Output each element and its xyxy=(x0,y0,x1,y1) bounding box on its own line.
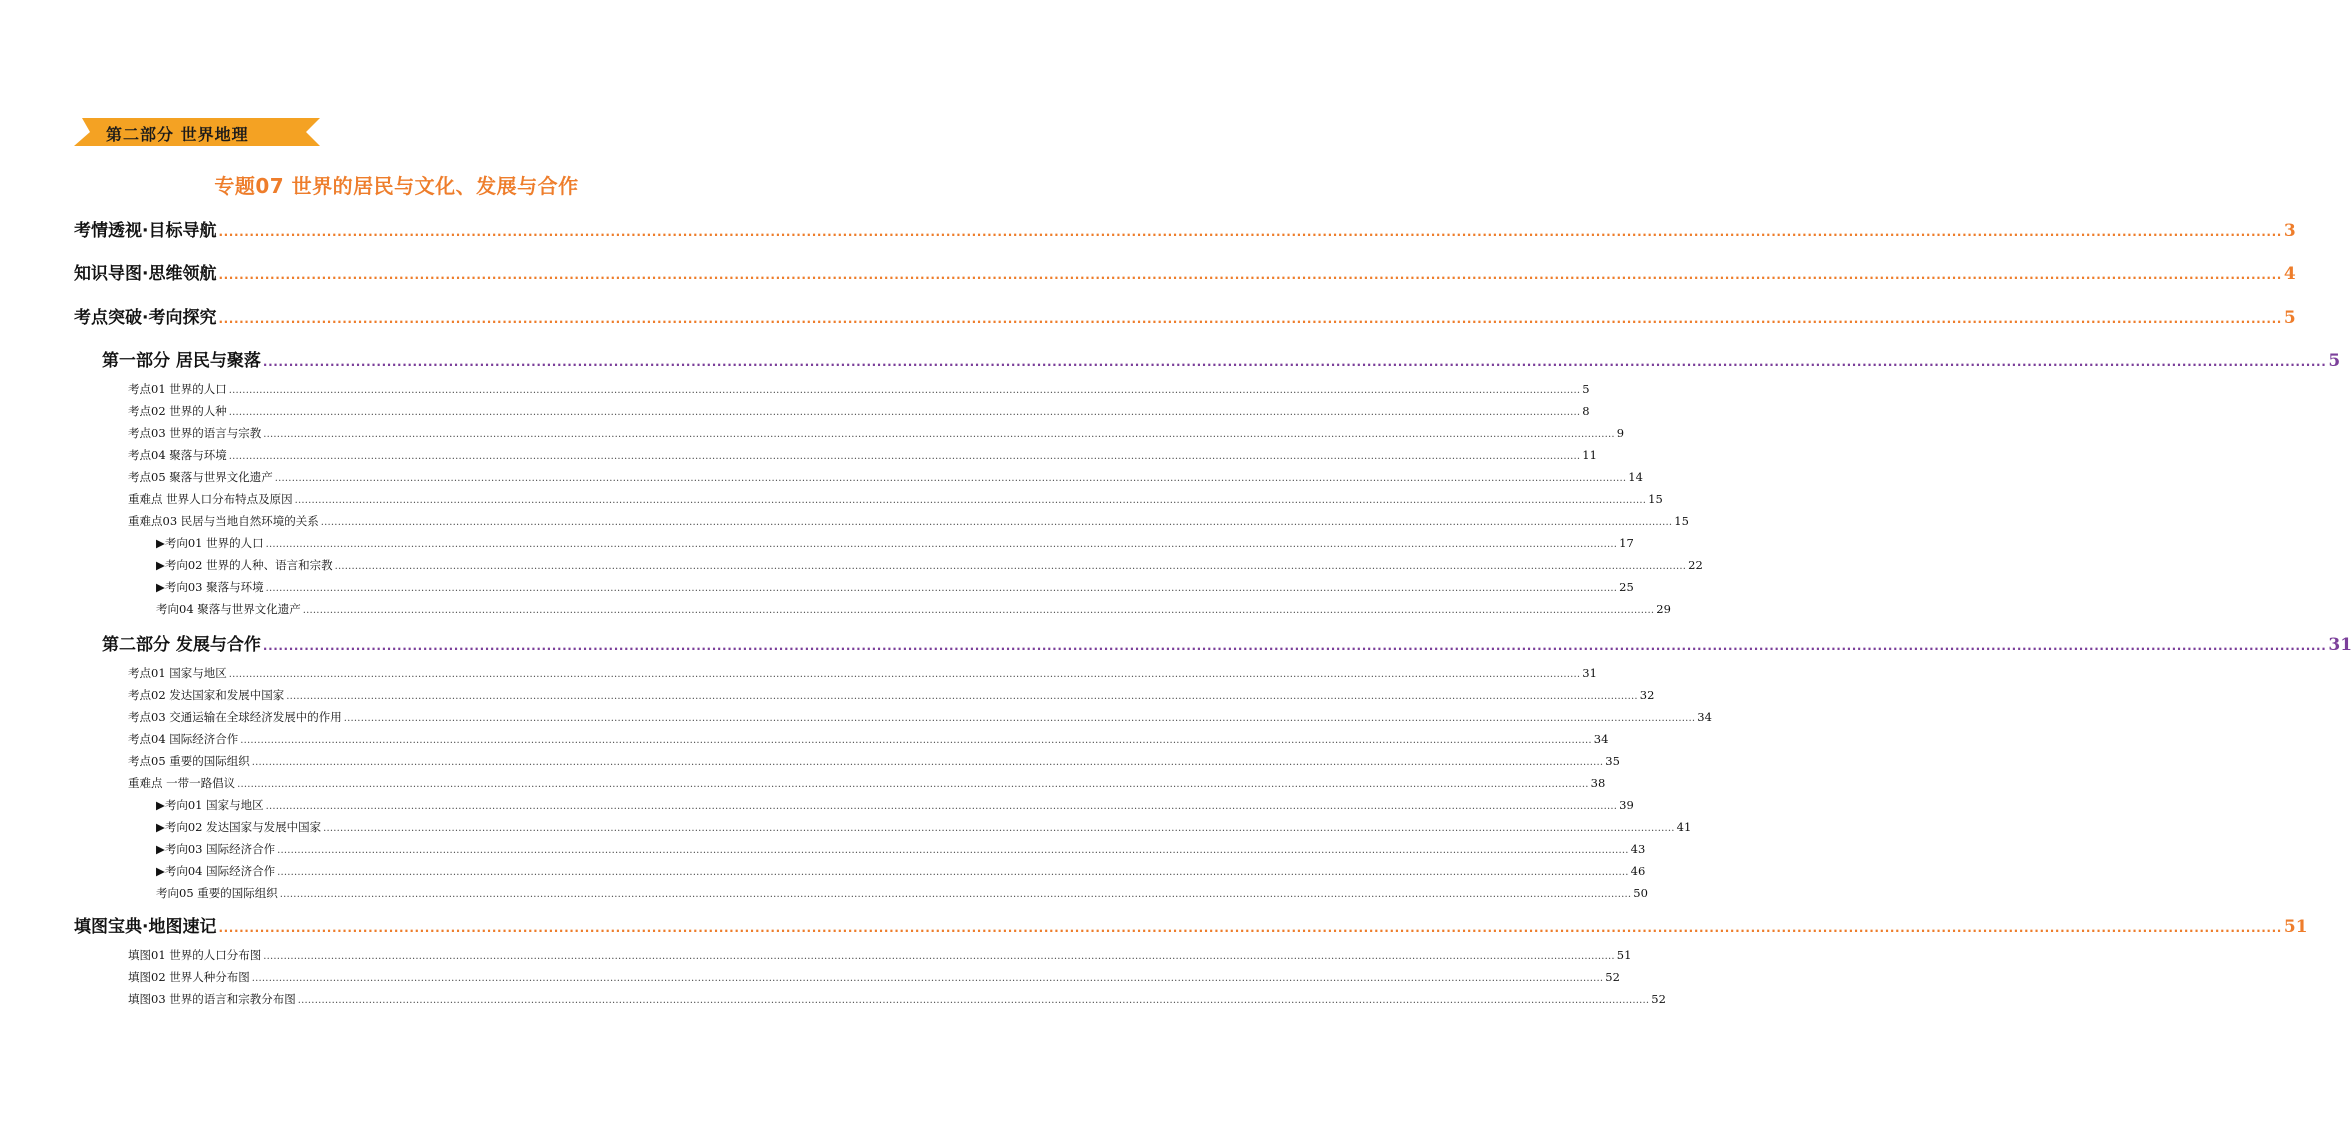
toc-entry-page: 22 xyxy=(1688,558,1703,572)
toc-leader-dots: ................................................................................................................................................................................................................................................................................................................................................................................................................ xyxy=(279,889,1632,900)
toc-entry-page: 38 xyxy=(1590,776,1606,790)
toc-leader-dots: ................................................................................................................................................................................................................................................................................................................................................................................................................ xyxy=(228,451,1581,462)
toc-entry-page: 5 xyxy=(2328,351,2341,371)
toc-leader-dots: ................................................................................................................................................................................................................................................................................................................................................................................................................ xyxy=(294,495,1647,506)
toc-leader-dots: ................................................................................................................................................................................................................................................................................................................................................................................................................ xyxy=(251,973,1604,984)
toc-entry-page: 34 xyxy=(1697,710,1712,724)
banner-text: 第二部分 世界地理 xyxy=(106,125,249,144)
toc-entry[interactable] xyxy=(156,885,1648,901)
toc-leader-dots: ................................................................................................................................................................................................................................................................................................................................................................................................................ xyxy=(263,951,1615,962)
toc-entry-label: 考点突破·考向探究 xyxy=(74,308,217,328)
toc-entry-label: 考点02 发达国家和发展中国家 xyxy=(128,688,285,702)
toc-entry-page: 41 xyxy=(1676,820,1692,834)
toc-entry-label: 考点05 聚落与世界文化遗产 xyxy=(128,470,273,484)
toc-entry-label: 填图03 世界的语言和宗教分布图 xyxy=(128,992,296,1006)
toc-leader-dots: ................................................................................................................................................................................................................................................................................................................................................................................................................ xyxy=(262,355,2327,369)
toc-leader-dots: ................................................................................................................................................................................................................................................................................................................................................................................................................ xyxy=(263,429,1615,440)
toc-entry-label: 重难点 世界人口分布特点及原因 xyxy=(128,492,293,506)
toc-leader-dots: ................................................................................................................................................................................................................................................................................................................................................................................................................ xyxy=(228,669,1581,680)
toc-entry-page: 3 xyxy=(2283,221,2296,241)
toc-leader-dots: ................................................................................................................................................................................................................................................................................................................................................................................................................ xyxy=(343,713,1696,724)
toc-entry[interactable] xyxy=(128,403,1590,419)
toc-entry-page: 51 xyxy=(1616,948,1632,962)
toc-entry[interactable] xyxy=(74,303,2296,328)
toc-leader-dots: ................................................................................................................................................................................................................................................................................................................................................................................................................ xyxy=(228,407,1581,418)
toc-leader-dots: ................................................................................................................................................................................................................................................................................................................................................................................................................ xyxy=(228,385,1581,396)
toc-entry[interactable] xyxy=(74,259,2296,284)
toc-entry-label: 考点04 国际经济合作 xyxy=(128,732,239,746)
toc-entry-label: ▶考向02 世界的人种、语言和宗教 xyxy=(156,558,333,572)
toc-entry[interactable] xyxy=(156,863,1646,879)
toc-entry-label: ▶考向01 世界的人口 xyxy=(156,536,264,550)
section-banner xyxy=(74,117,322,147)
toc-entry[interactable] xyxy=(128,425,1625,441)
toc-entry-page: 39 xyxy=(1619,798,1634,812)
toc-entry-label: ▶考向01 国家与地区 xyxy=(156,798,264,812)
toc-entry-label: 考点03 世界的语言与宗教 xyxy=(128,426,262,440)
toc-leader-dots: ................................................................................................................................................................................................................................................................................................................................................................................................................ xyxy=(297,995,1650,1006)
toc-entry-label: 考点01 世界的人口 xyxy=(128,382,227,396)
toc-entry-page: 52 xyxy=(1605,970,1620,984)
toc-leader-dots: ................................................................................................................................................................................................................................................................................................................................................................................................................ xyxy=(218,312,2282,326)
toc-leader-dots: ................................................................................................................................................................................................................................................................................................................................................................................................................ xyxy=(251,757,1604,768)
toc-entry-page: 32 xyxy=(1639,688,1655,702)
toc-entry-label: ▶考向03 聚落与环境 xyxy=(156,580,264,594)
toc-entry[interactable] xyxy=(156,601,1671,617)
toc-leader-dots: ................................................................................................................................................................................................................................................................................................................................................................................................................ xyxy=(240,735,1592,746)
toc-entry[interactable] xyxy=(156,579,1634,595)
toc-entry-page: 31 xyxy=(2328,635,2352,655)
toc-entry-label: 考点02 世界的人种 xyxy=(128,404,227,418)
toc-entry[interactable] xyxy=(128,969,1620,985)
toc-entry[interactable] xyxy=(128,775,1606,791)
toc-leader-dots: ................................................................................................................................................................................................................................................................................................................................................................................................................ xyxy=(218,921,2282,935)
toc-entry-label: 重难点03 民居与当地自然环境的关系 xyxy=(128,514,319,528)
toc-entry-page: 5 xyxy=(1582,382,1590,396)
toc-leader-dots: ................................................................................................................................................................................................................................................................................................................................................................................................................ xyxy=(237,779,1589,790)
toc-entry-label: ▶考向02 发达国家与发展中国家 xyxy=(156,820,322,834)
toc-entry-page: 25 xyxy=(1619,580,1634,594)
toc-entry-page: 31 xyxy=(1582,666,1597,680)
toc-entry[interactable] xyxy=(128,991,1666,1007)
toc-entry-label: ▶考向04 国际经济合作 xyxy=(156,864,276,878)
toc-entry-page: 15 xyxy=(1648,492,1663,506)
toc-entry[interactable] xyxy=(156,797,1634,813)
toc-entry[interactable] xyxy=(128,447,1597,463)
toc-entry-page: 4 xyxy=(2283,264,2296,284)
toc-entry-label: 知识导图·思维领航 xyxy=(74,264,217,284)
toc-entry-label: 填图01 世界的人口分布图 xyxy=(128,948,262,962)
toc-entry-page: 5 xyxy=(2283,308,2296,328)
toc-entry[interactable] xyxy=(128,687,1655,703)
toc-entry-page: 52 xyxy=(1651,992,1666,1006)
page-title: 专题07 世界的居民与文化、发展与合作 xyxy=(214,174,579,198)
toc-entry-label: 考点01 国家与地区 xyxy=(128,666,227,680)
toc-entry[interactable] xyxy=(128,709,1712,725)
toc-leader-dots: ................................................................................................................................................................................................................................................................................................................................................................................................................ xyxy=(286,691,1638,702)
toc-entry[interactable] xyxy=(128,753,1620,769)
toc-leader-dots: ................................................................................................................................................................................................................................................................................................................................................................................................................ xyxy=(265,801,1618,812)
toc-leader-dots: ................................................................................................................................................................................................................................................................................................................................................................................................................ xyxy=(218,225,2282,239)
toc-entry-label: 考点03 交通运输在全球经济发展中的作用 xyxy=(128,710,342,724)
toc-entry[interactable] xyxy=(156,557,1703,573)
toc-entry-label: 考情透视·目标导航 xyxy=(74,221,217,241)
toc-entry[interactable] xyxy=(156,535,1634,551)
toc-entry-label: 考点04 聚落与环境 xyxy=(128,448,227,462)
toc-entry-label: 重难点 一带一路倡议 xyxy=(128,776,236,790)
toc-entry-page: 17 xyxy=(1619,536,1634,550)
toc-entry[interactable] xyxy=(74,216,2296,241)
toc-leader-dots: ................................................................................................................................................................................................................................................................................................................................................................................................................ xyxy=(302,605,1655,616)
toc-entry-label: 考向04 聚落与世界文化遗产 xyxy=(156,602,301,616)
toc-entry[interactable] xyxy=(156,841,1646,857)
toc-entry[interactable] xyxy=(128,731,1609,747)
toc-entry-page: 8 xyxy=(1582,404,1590,418)
toc-entry-label: 考点05 重要的国际组织 xyxy=(128,754,250,768)
toc-entry-label: 考向05 重要的国际组织 xyxy=(156,886,278,900)
toc-entry-page: 29 xyxy=(1656,602,1671,616)
toc-entry[interactable] xyxy=(128,381,1590,397)
toc-leader-dots: ................................................................................................................................................................................................................................................................................................................................................................................................................ xyxy=(262,639,2327,653)
toc-leader-dots: ................................................................................................................................................................................................................................................................................................................................................................................................................ xyxy=(277,867,1629,878)
toc-entry-page: 34 xyxy=(1593,732,1609,746)
toc-entry[interactable] xyxy=(128,491,1663,507)
toc-entry-label: 第二部分 发展与合作 xyxy=(102,635,261,655)
toc-entry[interactable] xyxy=(128,469,1643,485)
toc-leader-dots: ................................................................................................................................................................................................................................................................................................................................................................................................................ xyxy=(274,473,1627,484)
toc-leader-dots: ................................................................................................................................................................................................................................................................................................................................................................................................................ xyxy=(334,561,1687,572)
toc-entry[interactable] xyxy=(74,912,2308,937)
toc-entry-label: 填图02 世界人种分布图 xyxy=(128,970,250,984)
toc-leader-dots: ................................................................................................................................................................................................................................................................................................................................................................................................................ xyxy=(265,539,1618,550)
toc-entry-page: 51 xyxy=(2283,917,2308,937)
toc-entry-page: 15 xyxy=(1674,514,1689,528)
toc-entry[interactable] xyxy=(128,947,1632,963)
toc-entry-page: 14 xyxy=(1628,470,1643,484)
toc-entry-label: 第一部分 居民与聚落 xyxy=(102,351,261,371)
toc-entry-page: 43 xyxy=(1630,842,1646,856)
toc-entry-label: ▶考向03 国际经济合作 xyxy=(156,842,276,856)
toc-leader-dots: ................................................................................................................................................................................................................................................................................................................................................................................................................ xyxy=(323,823,1675,834)
toc-entry[interactable] xyxy=(102,346,2341,371)
toc-leader-dots: ................................................................................................................................................................................................................................................................................................................................................................................................................ xyxy=(218,268,2282,282)
toc-entry-label: 填图宝典·地图速记 xyxy=(74,917,217,937)
toc-leader-dots: ................................................................................................................................................................................................................................................................................................................................................................................................................ xyxy=(265,583,1618,594)
toc-entry[interactable] xyxy=(128,665,1597,681)
toc-entry-page: 50 xyxy=(1633,886,1648,900)
toc-leader-dots: ................................................................................................................................................................................................................................................................................................................................................................................................................ xyxy=(277,845,1629,856)
toc-entry[interactable] xyxy=(128,513,1689,529)
toc-entry[interactable] xyxy=(156,819,1692,835)
toc-entry[interactable] xyxy=(102,630,2352,655)
toc-entry-page: 46 xyxy=(1630,864,1646,878)
toc-entry-page: 35 xyxy=(1605,754,1620,768)
toc-entry-page: 9 xyxy=(1616,426,1625,440)
toc-leader-dots: ................................................................................................................................................................................................................................................................................................................................................................................................................ xyxy=(320,517,1673,528)
toc-entry-page: 11 xyxy=(1582,448,1597,462)
